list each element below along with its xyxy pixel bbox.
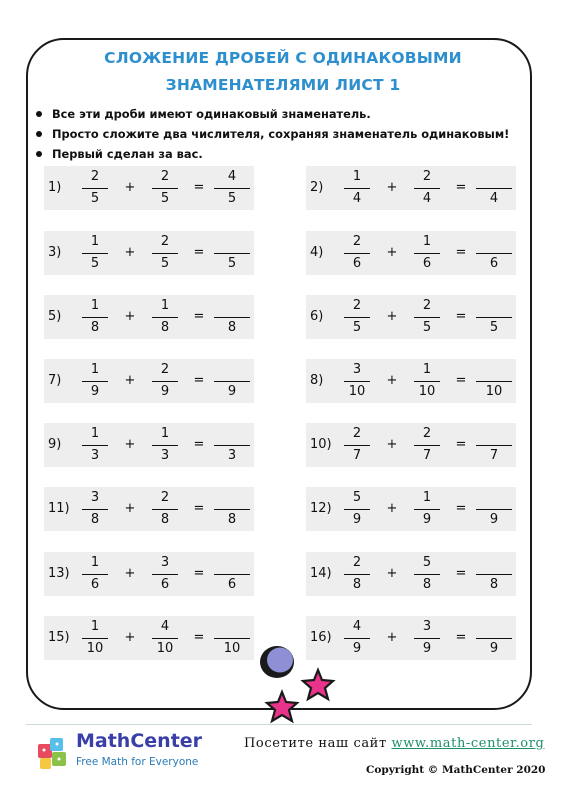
- star-icon: [303, 670, 333, 699]
- fraction-bar: [214, 317, 250, 318]
- first-fraction-numerator: 5: [352, 490, 362, 505]
- answer-fraction: [476, 359, 512, 403]
- fraction-bar: [82, 253, 108, 254]
- second-fraction: [150, 359, 180, 403]
- second-fraction-numerator: 2: [160, 362, 170, 377]
- second-fraction-numerator: 2: [160, 169, 170, 184]
- plus-sign: +: [386, 373, 398, 388]
- plus-sign: +: [386, 437, 398, 452]
- second-fraction-denominator: 8: [160, 320, 170, 335]
- second-fraction-numerator: 2: [422, 298, 432, 313]
- second-fraction: [150, 487, 180, 531]
- answer-fraction-denominator: 8: [227, 320, 237, 335]
- answer-fraction: [476, 552, 512, 596]
- instruction-item: [34, 104, 524, 124]
- first-fraction-numerator: 2: [352, 298, 362, 313]
- instruction-text: Просто сложите два числителя, сохраняя знаменатель одинаковым!: [52, 127, 510, 141]
- answer-fraction-denominator: 5: [227, 191, 237, 206]
- problem-12: [306, 487, 516, 531]
- second-fraction-denominator: 8: [422, 577, 432, 592]
- equals-sign: =: [455, 437, 467, 452]
- first-fraction: [80, 359, 110, 403]
- second-fraction-denominator: 9: [160, 384, 170, 399]
- problem-8: [306, 359, 516, 403]
- answer-fraction-denominator: 7: [489, 448, 499, 463]
- fraction-bar: [152, 509, 178, 510]
- fraction-bar: [476, 317, 512, 318]
- answer-fraction: [214, 552, 250, 596]
- first-fraction: [342, 616, 372, 660]
- second-fraction-numerator: 2: [160, 234, 170, 249]
- fraction-bar: [414, 188, 440, 189]
- answer-fraction: [214, 616, 250, 660]
- answer-fraction: [214, 487, 250, 531]
- title-line-1: СЛОЖЕНИЕ ДРОБЕЙ С ОДИНАКОВЫМИ: [104, 49, 462, 67]
- first-fraction-numerator: 4: [352, 619, 362, 634]
- fraction-bar: [344, 317, 370, 318]
- problem-1: [44, 166, 254, 210]
- instruction-item: [34, 124, 524, 144]
- answer-fraction: [476, 423, 512, 467]
- second-fraction-numerator: 1: [422, 234, 432, 249]
- answer-fraction-denominator: 8: [489, 577, 499, 592]
- first-fraction-numerator: 2: [352, 555, 362, 570]
- first-fraction-numerator: 2: [352, 234, 362, 249]
- answer-fraction-denominator: 6: [227, 577, 237, 592]
- first-fraction: [80, 231, 110, 275]
- equals-sign: =: [455, 566, 467, 581]
- second-fraction-denominator: 10: [418, 384, 436, 399]
- first-fraction-numerator: 2: [352, 426, 362, 441]
- first-fraction: [80, 487, 110, 531]
- second-fraction-numerator: 1: [160, 426, 170, 441]
- fraction-bar: [476, 445, 512, 446]
- equals-sign: =: [455, 245, 467, 260]
- plus-sign: +: [386, 501, 398, 516]
- equals-sign: =: [455, 180, 467, 195]
- fraction-bar: [152, 574, 178, 575]
- fraction-bar: [414, 574, 440, 575]
- answer-fraction-denominator: 10: [485, 384, 503, 399]
- equals-sign: =: [193, 180, 205, 195]
- bullet-icon: [36, 151, 42, 157]
- fraction-bar: [214, 509, 250, 510]
- problem-11: [44, 487, 254, 531]
- instruction-text: Первый сделан за вас.: [52, 147, 203, 161]
- circle-icon: [260, 646, 294, 678]
- second-fraction: [150, 552, 180, 596]
- fraction-bar: [214, 445, 250, 446]
- first-fraction: [342, 487, 372, 531]
- first-fraction: [80, 166, 110, 210]
- second-fraction-denominator: 6: [422, 256, 432, 271]
- fraction-bar: [344, 381, 370, 382]
- second-fraction-denominator: 5: [160, 256, 170, 271]
- second-fraction: [150, 616, 180, 660]
- first-fraction-numerator: 3: [90, 490, 100, 505]
- fraction-bar: [82, 574, 108, 575]
- fraction-bar: [214, 574, 250, 575]
- second-fraction: [412, 616, 442, 660]
- answer-fraction: [214, 295, 250, 339]
- problem-3: [44, 231, 254, 275]
- answer-fraction: [214, 359, 250, 403]
- first-fraction-numerator: 1: [90, 555, 100, 570]
- brand-name: MathCenter: [76, 730, 203, 752]
- second-fraction: [150, 423, 180, 467]
- first-fraction: [342, 359, 372, 403]
- worksheet-title: [40, 45, 526, 99]
- equals-sign: =: [193, 566, 205, 581]
- first-fraction-denominator: 8: [352, 577, 362, 592]
- problem-number: 2): [310, 180, 324, 195]
- second-fraction-denominator: 3: [160, 448, 170, 463]
- problem-2: [306, 166, 516, 210]
- plus-sign: +: [124, 245, 136, 260]
- answer-fraction-denominator: 5: [227, 256, 237, 271]
- first-fraction-denominator: 10: [348, 384, 366, 399]
- plus-sign: +: [124, 309, 136, 324]
- first-fraction-numerator: 1: [90, 426, 100, 441]
- second-fraction-numerator: 2: [160, 490, 170, 505]
- second-fraction-numerator: 2: [422, 426, 432, 441]
- answer-fraction-denominator: 9: [227, 384, 237, 399]
- plus-sign: +: [124, 501, 136, 516]
- first-fraction: [80, 616, 110, 660]
- fraction-bar: [344, 253, 370, 254]
- answer-fraction: [214, 166, 250, 210]
- first-fraction-denominator: 8: [90, 512, 100, 527]
- answer-fraction-denominator: 4: [489, 191, 499, 206]
- second-fraction: [412, 423, 442, 467]
- fraction-bar: [476, 381, 512, 382]
- first-fraction: [80, 295, 110, 339]
- fraction-bar: [214, 638, 250, 639]
- second-fraction-denominator: 7: [422, 448, 432, 463]
- first-fraction-denominator: 8: [90, 320, 100, 335]
- answer-fraction-denominator: 6: [489, 256, 499, 271]
- first-fraction-numerator: 1: [90, 362, 100, 377]
- problem-number: 1): [48, 180, 62, 195]
- problem-number: 9): [48, 437, 62, 452]
- first-fraction: [80, 552, 110, 596]
- equals-sign: =: [455, 309, 467, 324]
- fraction-bar: [476, 509, 512, 510]
- first-fraction: [342, 295, 372, 339]
- fraction-bar: [344, 445, 370, 446]
- fraction-bar: [152, 445, 178, 446]
- bullet-icon: [36, 111, 42, 117]
- answer-fraction: [476, 616, 512, 660]
- bullet-icon: [36, 131, 42, 137]
- fraction-bar: [152, 317, 178, 318]
- instructions-list: [34, 104, 524, 164]
- problem-15: [44, 616, 254, 660]
- plus-sign: +: [124, 180, 136, 195]
- title-line-2: ЗНАМЕНАТЕЛЯМИ ЛИСТ 1: [165, 76, 401, 94]
- star-icon: [267, 692, 297, 721]
- instruction-text: Все эти дроби имеют одинаковый знаменатель.: [52, 107, 371, 121]
- problem-number: 10): [310, 437, 332, 452]
- problem-number: 3): [48, 245, 62, 260]
- problem-14: [306, 552, 516, 596]
- decoration: [250, 640, 340, 730]
- plus-sign: +: [386, 180, 398, 195]
- first-fraction: [342, 231, 372, 275]
- fraction-bar: [152, 188, 178, 189]
- answer-fraction: [476, 487, 512, 531]
- second-fraction-numerator: 1: [160, 298, 170, 313]
- fraction-bar: [82, 188, 108, 189]
- equals-sign: =: [193, 501, 205, 516]
- second-fraction-numerator: 2: [422, 169, 432, 184]
- fraction-bar: [214, 381, 250, 382]
- first-fraction-denominator: 6: [90, 577, 100, 592]
- problem-number: 14): [310, 566, 332, 581]
- fraction-bar: [414, 638, 440, 639]
- problem-number: 6): [310, 309, 324, 324]
- first-fraction-denominator: 7: [352, 448, 362, 463]
- first-fraction-denominator: 10: [86, 641, 104, 656]
- second-fraction: [150, 231, 180, 275]
- second-fraction-numerator: 1: [422, 490, 432, 505]
- second-fraction-numerator: 1: [422, 362, 432, 377]
- answer-fraction: [476, 231, 512, 275]
- first-fraction-denominator: 4: [352, 191, 362, 206]
- first-fraction-denominator: 9: [90, 384, 100, 399]
- answer-fraction: [214, 423, 250, 467]
- answer-fraction-denominator: 8: [227, 512, 237, 527]
- second-fraction-denominator: 5: [160, 191, 170, 206]
- footer-divider: [26, 724, 532, 725]
- first-fraction-denominator: 9: [352, 641, 362, 656]
- second-fraction-denominator: 10: [156, 641, 174, 656]
- second-fraction: [412, 231, 442, 275]
- second-fraction: [412, 166, 442, 210]
- equals-sign: =: [455, 501, 467, 516]
- equals-sign: =: [455, 630, 467, 645]
- problem-number: 8): [310, 373, 324, 388]
- fraction-bar: [476, 638, 512, 639]
- second-fraction-denominator: 8: [160, 512, 170, 527]
- second-fraction-numerator: 3: [160, 555, 170, 570]
- first-fraction-numerator: 1: [90, 234, 100, 249]
- plus-sign: +: [124, 630, 136, 645]
- first-fraction-numerator: 2: [90, 169, 100, 184]
- fraction-bar: [82, 317, 108, 318]
- answer-fraction: [214, 231, 250, 275]
- fraction-bar: [414, 317, 440, 318]
- problem-9: [44, 423, 254, 467]
- fraction-bar: [414, 253, 440, 254]
- fraction-bar: [476, 188, 512, 189]
- equals-sign: =: [193, 373, 205, 388]
- fraction-bar: [476, 253, 512, 254]
- second-fraction: [412, 359, 442, 403]
- answer-fraction-denominator: 9: [489, 512, 499, 527]
- fraction-bar: [344, 188, 370, 189]
- plus-sign: +: [386, 630, 398, 645]
- second-fraction: [150, 295, 180, 339]
- fraction-bar: [82, 445, 108, 446]
- second-fraction: [412, 487, 442, 531]
- fraction-bar: [152, 253, 178, 254]
- problem-number: 11): [48, 501, 70, 516]
- second-fraction: [412, 552, 442, 596]
- fraction-bar: [476, 574, 512, 575]
- second-fraction-denominator: 9: [422, 641, 432, 656]
- answer-fraction-denominator: 9: [489, 641, 499, 656]
- fraction-bar: [414, 381, 440, 382]
- mathcenter-logo-icon: [32, 730, 74, 772]
- fraction-bar: [344, 574, 370, 575]
- copyright-text: Copyright © MathCenter 2020: [366, 764, 546, 776]
- visit-text: Посетите наш сайт: [244, 736, 387, 751]
- first-fraction: [342, 423, 372, 467]
- problem-6: [306, 295, 516, 339]
- brand-tagline: Free Math for Everyone: [76, 756, 199, 768]
- fraction-bar: [152, 381, 178, 382]
- problem-number: 13): [48, 566, 70, 581]
- equals-sign: =: [455, 373, 467, 388]
- answer-fraction-numerator: 4: [227, 169, 237, 184]
- fraction-bar: [82, 509, 108, 510]
- first-fraction-numerator: 1: [90, 619, 100, 634]
- fraction-bar: [82, 381, 108, 382]
- problem-number: 4): [310, 245, 324, 260]
- site-link[interactable]: www.math-center.org: [391, 736, 545, 751]
- problem-number: 12): [310, 501, 332, 516]
- answer-fraction-denominator: 3: [227, 448, 237, 463]
- first-fraction-denominator: 5: [352, 320, 362, 335]
- second-fraction-denominator: 5: [422, 320, 432, 335]
- problem-7: [44, 359, 254, 403]
- plus-sign: +: [124, 437, 136, 452]
- problem-number: 16): [310, 630, 332, 645]
- fraction-bar: [414, 445, 440, 446]
- problem-number: 5): [48, 309, 62, 324]
- first-fraction: [80, 423, 110, 467]
- fraction-bar: [214, 253, 250, 254]
- equals-sign: =: [193, 309, 205, 324]
- second-fraction-numerator: 5: [422, 555, 432, 570]
- answer-fraction: [476, 295, 512, 339]
- plus-sign: +: [386, 566, 398, 581]
- fraction-bar: [414, 509, 440, 510]
- problem-13: [44, 552, 254, 596]
- second-fraction-numerator: 4: [160, 619, 170, 634]
- plus-sign: +: [386, 245, 398, 260]
- second-fraction-denominator: 4: [422, 191, 432, 206]
- problem-10: [306, 423, 516, 467]
- plus-sign: +: [124, 373, 136, 388]
- equals-sign: =: [193, 630, 205, 645]
- first-fraction-numerator: 1: [90, 298, 100, 313]
- first-fraction-denominator: 5: [90, 191, 100, 206]
- fraction-bar: [82, 638, 108, 639]
- problem-4: [306, 231, 516, 275]
- first-fraction-numerator: 3: [352, 362, 362, 377]
- visit-site: [244, 736, 544, 751]
- answer-fraction-denominator: 10: [223, 641, 241, 656]
- second-fraction: [150, 166, 180, 210]
- fraction-bar: [344, 509, 370, 510]
- first-fraction-denominator: 9: [352, 512, 362, 527]
- fraction-bar: [152, 638, 178, 639]
- answer-fraction: [476, 166, 512, 210]
- second-fraction-numerator: 3: [422, 619, 432, 634]
- problem-number: 15): [48, 630, 70, 645]
- equals-sign: =: [193, 437, 205, 452]
- instruction-item: [34, 144, 524, 164]
- fraction-bar: [344, 638, 370, 639]
- second-fraction-denominator: 9: [422, 512, 432, 527]
- problem-number: 7): [48, 373, 62, 388]
- answer-fraction-denominator: 5: [489, 320, 499, 335]
- first-fraction: [342, 166, 372, 210]
- first-fraction-denominator: 3: [90, 448, 100, 463]
- plus-sign: +: [386, 309, 398, 324]
- first-fraction: [342, 552, 372, 596]
- plus-sign: +: [124, 566, 136, 581]
- fraction-bar: [214, 188, 250, 189]
- second-fraction: [412, 295, 442, 339]
- second-fraction-denominator: 6: [160, 577, 170, 592]
- first-fraction-numerator: 1: [352, 169, 362, 184]
- first-fraction-denominator: 5: [90, 256, 100, 271]
- equals-sign: =: [193, 245, 205, 260]
- problem-5: [44, 295, 254, 339]
- first-fraction-denominator: 6: [352, 256, 362, 271]
